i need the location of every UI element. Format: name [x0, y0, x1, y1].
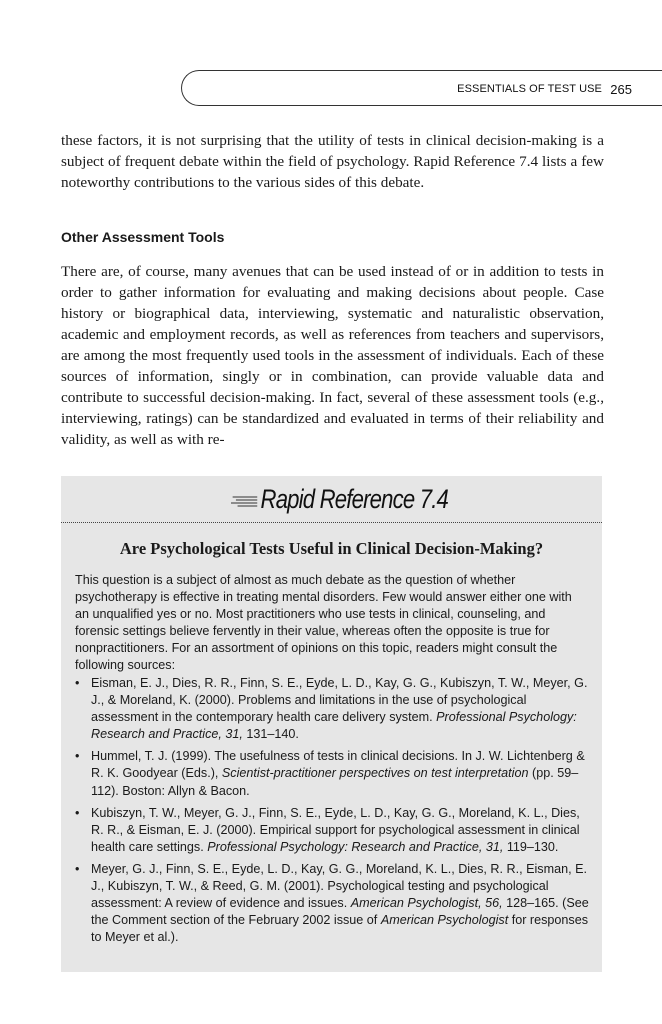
bullet: • [75, 805, 80, 820]
bullet: • [75, 861, 80, 876]
reference-tail: 119–130. [506, 839, 559, 854]
rapid-reference-title [231, 484, 448, 515]
reference-text: Hummel, T. J. (1999). The usefulness of tests in clinical decisions. In J. W. Lichtenberg & R. K. Goodyear (Eds.), [91, 749, 585, 781]
reference-tail-2: for responses to Meyer et al.). [91, 913, 589, 945]
rapid-reference-heading: Are Psychological Tests Useful in Clinical Decision-Making? [119, 539, 544, 558]
reference-text: Meyer, G. J., Finn, S. E., Eyde, L. D., Kay, G. G., Moreland, K. L., Dies, R. R., Eisman, E. J., Kubiszyn, T. W., & Reed, G. M. (2001). Psychological testing and psychological assessment: A review of evidence and issues. [91, 861, 587, 911]
rapid-reference-title-row [61, 476, 602, 523]
bullet: • [75, 676, 80, 690]
rapid-reference-title-text: Rapid Reference 7.4 [260, 484, 449, 514]
bullet: • [75, 749, 80, 764]
list-item [75, 675, 589, 743]
reference-text: Kubiszyn, T. W., Meyer, G. J., Finn, S. E., Eyde, L. D., Kay, G. G., Moreland, K. L., Dies, R. R., & Eisman, E. J. (2000). Empirical support for psychological assessment in clinical health care settings. [91, 805, 580, 854]
page-number: 265 [610, 82, 632, 97]
reference-journal: American Psychologist, 56, [350, 896, 503, 911]
reference-tail: (pp. 59–112). Boston: Allyn & Bacon. [91, 766, 579, 798]
body-paragraph: these factors, it is not surprising that the utility of tests in clinical decision-making is a subject of frequent debate within the field of psychology. Rapid Reference 7.4 lists a few noteworthy contributions to the various sides of this debate. [61, 132, 604, 191]
reference-journal-2: American Psychologist [380, 913, 509, 928]
reference-journal: Professional Psychology: Research and Practice, 31, [91, 710, 577, 742]
rapid-reference-box [61, 476, 602, 972]
reference-journal: Professional Psychology: Research and Practice, 31, [207, 839, 504, 854]
reference-text: Eisman, E. J., Dies, R. R., Finn, S. E., Eyde, L. D., Kay, G. G., Kubiszyn, T. W., Meyer, G. J., & Moreland, K. (2000). Problems and limitations in the use of psychological assessment in the contemporary health care delivery system. [91, 676, 588, 725]
list-item [75, 748, 589, 799]
section-heading: Other Assessment Tools [61, 229, 225, 245]
reference-list [75, 675, 589, 951]
list-item [75, 805, 589, 856]
running-title: ESSENTIALS OF TEST USE [457, 83, 602, 95]
reference-journal: Scientist-practitioner perspectives on test interpretation [221, 766, 529, 781]
running-header [181, 70, 662, 106]
reference-tail: 128–165. (See the Comment section of the February 2002 issue of [91, 896, 589, 928]
reference-tail: 131–140. [246, 727, 299, 742]
rapid-reference-intro: This question is a subject of almost as much debate as the question of whether psychotherapy is effective in treating mental disorders. Few would answer either one with an unqualified yes or no. Most practitioners who use tests in clinical, counseling, and forensic settings believe fervently in their value, whereas often the opposite is true for nonpractitioners. For an assortment of opinions on this topic, readers might consult the following sources: [75, 573, 572, 673]
lines-icon [231, 494, 259, 508]
body-paragraph: There are, of course, many avenues that can be used instead of or in addition to tests in order to gather information for evaluating and making decisions about people. Case history or biographical data, interviewing, systematic and naturalistic observation, academic and employment records, as well as references from teachers and supervisors, are among the most frequently used tools in the assessment of individuals. Each of these sources of information, singly or in combination, can provide valuable data and contribute to successful decision-making. In fact, several of these assessment tools (e.g., interviewing, ratings) can be standardized and evaluated in terms of their reliability and validity, as well as with re- [61, 263, 604, 448]
list-item [75, 861, 589, 946]
